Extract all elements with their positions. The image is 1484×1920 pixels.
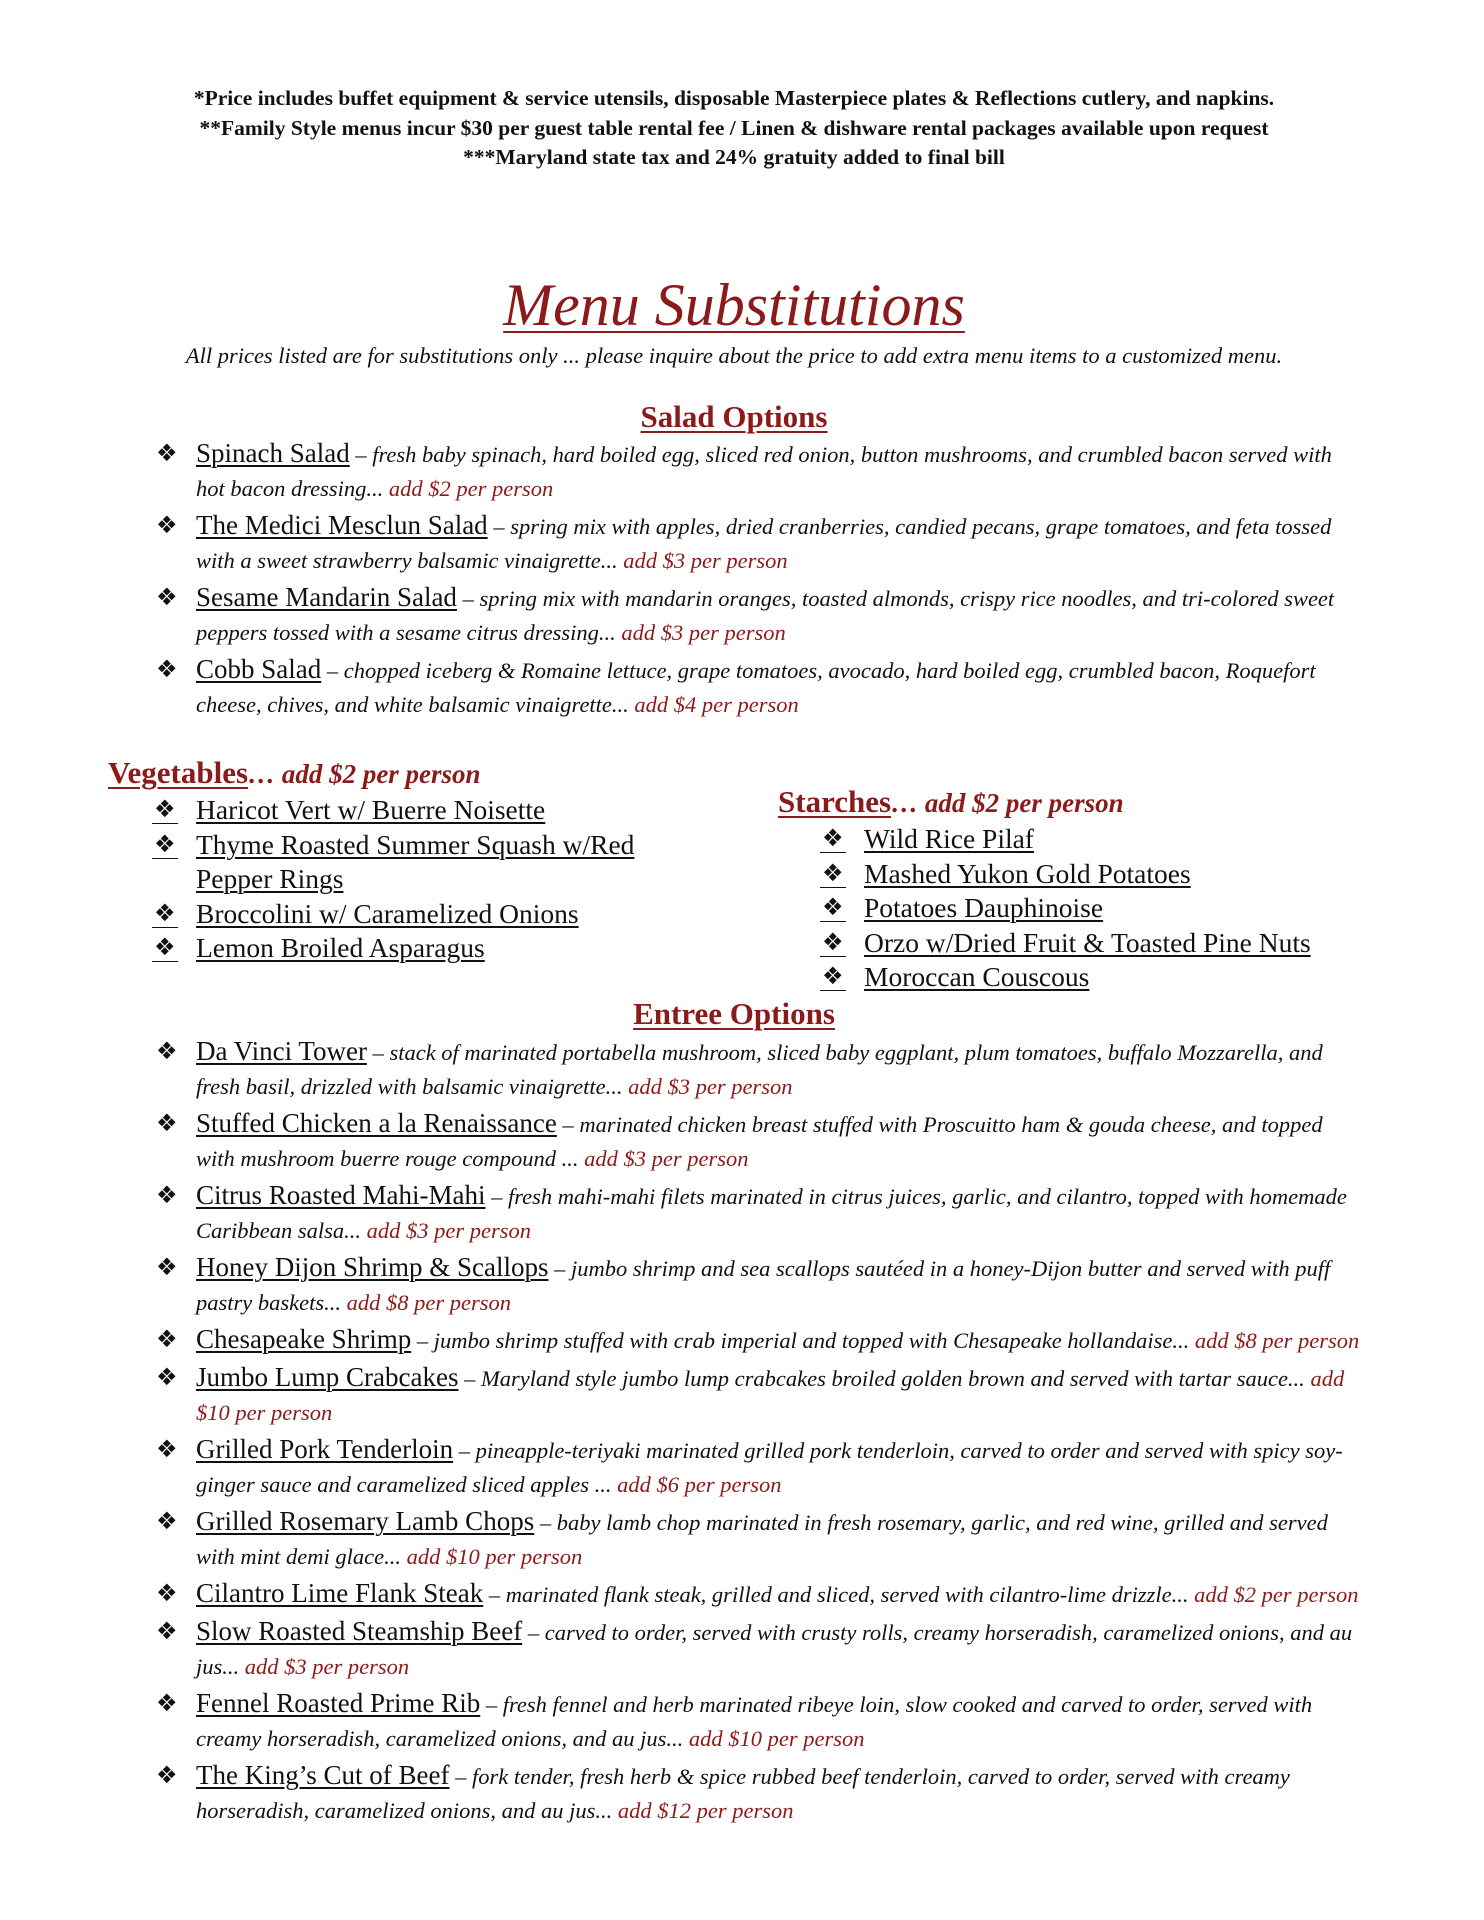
menu-item-text	[196, 437, 1362, 507]
menu-item	[152, 1323, 1362, 1359]
menu-item-name: Citrus Roasted Mahi-Mahi	[196, 1180, 486, 1210]
price-notes	[0, 84, 1468, 173]
menu-item-text	[196, 1433, 1362, 1503]
menu-item-description: – marinated flank steak, grilled and sliced, served with cilantro-lime drizzle...	[483, 1582, 1189, 1607]
four-diamond-bullet-icon: ❖	[156, 583, 178, 611]
four-diamond-bullet-icon: ❖	[822, 962, 844, 990]
menu-item-description: – fork tender, fresh herb & spice rubbed beef tenderloin, carved to order, served with creamy horseradish, caramelized onions, and au jus...	[196, 1764, 1290, 1823]
vegetables-price: … add $2 per person	[248, 759, 481, 789]
menu-item-price: add $8 per person	[1189, 1328, 1360, 1353]
entree-section-title: Entree Options	[633, 996, 835, 1031]
side-item	[152, 897, 692, 932]
salad-section-title: Salad Options	[640, 399, 828, 434]
menu-item-price: add $6 per person	[611, 1472, 782, 1497]
menu-item-name: Chesapeake Shrimp	[196, 1324, 412, 1354]
side-item	[152, 828, 692, 897]
menu-item	[152, 1577, 1362, 1613]
side-item-name: Haricot Vert w/ Buerre Noisette	[196, 794, 546, 825]
menu-item-description: – chopped iceberg & Romaine lettuce, grape tomatoes, avocado, hard boiled egg, crumbled bacon, Roquefort cheese, chives, and white balsamic vinaigrette...	[196, 658, 1316, 717]
side-item-name: Moroccan Couscous	[864, 961, 1090, 992]
menu-item-price: add $2 per person	[383, 476, 554, 501]
four-diamond-bullet-icon: ❖	[156, 439, 178, 467]
four-diamond-bullet-icon: ❖	[156, 1109, 178, 1137]
four-diamond-bullet-icon: ❖	[156, 1689, 178, 1717]
menu-item-name: Honey Dijon Shrimp & Scallops	[196, 1252, 549, 1282]
menu-item-text	[196, 1251, 1362, 1321]
page-subtitle: All prices listed are for substitutions only ... please inquire about the price to add extra menu items to a customized menu.	[185, 343, 1283, 368]
four-diamond-bullet-icon: ❖	[154, 795, 176, 823]
menu-item-description: – stack of marinated portabella mushroom, sliced baby eggplant, plum tomatoes, buffalo Mozzarella, and fresh basil, drizzled with balsamic vinaigrette...	[196, 1040, 1323, 1099]
menu-item-name: Grilled Pork Tenderloin	[196, 1434, 454, 1464]
menu-item-name: The Medici Mesclun Salad	[196, 510, 488, 540]
menu-item-text	[196, 581, 1362, 651]
menu-item-price: add $12 per person	[612, 1798, 794, 1823]
menu-item-description: – Maryland style jumbo lump crabcakes broiled golden brown and served with tartar sauce...	[458, 1366, 1305, 1391]
side-item-name: Wild Rice Pilaf	[864, 823, 1034, 854]
menu-item	[152, 1687, 1362, 1757]
menu-item-description: – jumbo shrimp stuffed with crab imperial and topped with Chesapeake hollandaise...	[411, 1328, 1190, 1353]
menu-item-text	[196, 1361, 1362, 1431]
salad-list	[152, 437, 1362, 725]
menu-item-description: – marinated chicken breast stuffed with Proscuitto ham & gouda cheese, and topped with mushroom buerre rouge compound ...	[196, 1112, 1323, 1171]
four-diamond-bullet-icon: ❖	[822, 824, 844, 852]
menu-item-price: add $4 per person	[628, 692, 799, 717]
four-diamond-bullet-icon: ❖	[156, 1037, 178, 1065]
side-item	[820, 822, 1380, 857]
menu-item-name: Spinach Salad	[196, 438, 350, 468]
four-diamond-bullet-icon: ❖	[822, 858, 844, 887]
menu-item	[152, 1179, 1362, 1249]
menu-item-name: Jumbo Lump Crabcakes	[196, 1362, 459, 1392]
menu-item-price: add $3 per person	[622, 1074, 793, 1099]
side-item	[820, 926, 1380, 961]
side-item	[820, 891, 1380, 926]
menu-item	[152, 1433, 1362, 1503]
note-line: *Price includes buffet equipment & service utensils, disposable Masterpiece plates & Reflections cutlery, and napkins.	[193, 86, 1275, 110]
four-diamond-bullet-icon: ❖	[156, 655, 178, 683]
side-item-name: Thyme Roasted Summer Squash w/Red Pepper Rings	[196, 828, 635, 894]
menu-item-name: Slow Roasted Steamship Beef	[196, 1616, 523, 1646]
side-item	[152, 931, 692, 966]
menu-item-text	[196, 1577, 1362, 1613]
menu-item-name: Da Vinci Tower	[196, 1036, 367, 1066]
menu-item-text	[196, 1759, 1362, 1829]
four-diamond-bullet-icon: ❖	[156, 1579, 178, 1607]
menu-item	[152, 437, 1362, 507]
menu-item-description: – fresh fennel and herb marinated ribeye loin, slow cooked and carved to order, served with creamy horseradish, caramelized onions, and au jus...	[196, 1692, 1313, 1751]
menu-item	[152, 1361, 1362, 1431]
side-item-name: Mashed Yukon Gold Potatoes	[864, 857, 1191, 889]
menu-item-price: add $3 per person	[578, 1146, 749, 1171]
menu-item-description: – baby lamb chop marinated in fresh rosemary, garlic, and red wine, grilled and served with mint demi glace...	[196, 1510, 1328, 1569]
menu-item-name: Grilled Rosemary Lamb Chops	[196, 1506, 535, 1536]
four-diamond-bullet-icon: ❖	[156, 1325, 178, 1353]
four-diamond-bullet-icon: ❖	[156, 511, 178, 539]
menu-item	[152, 653, 1362, 723]
menu-item-price: add $10 per person	[196, 1366, 1345, 1425]
menu-item	[152, 581, 1362, 651]
menu-item	[152, 1251, 1362, 1321]
menu-item-price: add $3 per person	[361, 1218, 532, 1243]
entree-list	[152, 1035, 1362, 1831]
four-diamond-bullet-icon: ❖	[156, 1761, 178, 1789]
menu-item	[152, 1035, 1362, 1105]
side-item	[152, 793, 692, 828]
menu-item-text	[196, 1179, 1362, 1249]
menu-item-name: The King’s Cut of Beef	[196, 1760, 450, 1790]
menu-item-name: Cobb Salad	[196, 654, 322, 684]
note-line: ***Maryland state tax and 24% gratuity added to final bill	[463, 145, 1005, 169]
menu-item-text	[196, 653, 1362, 723]
menu-item	[152, 509, 1362, 579]
side-item-name: Lemon Broiled Asparagus	[196, 932, 485, 963]
four-diamond-bullet-icon: ❖	[156, 1363, 178, 1391]
menu-item-price: add $3 per person	[239, 1654, 410, 1679]
menu-item	[152, 1759, 1362, 1829]
four-diamond-bullet-icon: ❖	[156, 1507, 178, 1535]
four-diamond-bullet-icon: ❖	[156, 1181, 178, 1209]
menu-item-name: Stuffed Chicken a la Renaissance	[196, 1108, 557, 1138]
menu-item-text	[196, 1035, 1362, 1105]
four-diamond-bullet-icon: ❖	[154, 829, 176, 858]
menu-item-text	[196, 509, 1362, 579]
menu-item-text	[196, 1505, 1362, 1575]
side-item	[820, 857, 1380, 892]
menu-item-text	[196, 1107, 1362, 1177]
menu-item-description: – spring mix with apples, dried cranberries, candied pecans, grape tomatoes, and feta tossed with a sweet strawberry balsamic vinaigrette...	[196, 514, 1332, 573]
four-diamond-bullet-icon: ❖	[154, 933, 176, 961]
vegetables-heading	[108, 754, 481, 793]
menu-item-name: Sesame Mandarin Salad	[196, 582, 457, 612]
four-diamond-bullet-icon: ❖	[154, 898, 176, 927]
menu-item-name: Fennel Roasted Prime Rib	[196, 1688, 481, 1718]
menu-item-price: add $10 per person	[400, 1544, 583, 1569]
four-diamond-bullet-icon: ❖	[156, 1253, 178, 1281]
menu-item-description: – pineapple-teriyaki marinated grilled pork tenderloin, carved to order and served with spicy soy-ginger sauce and caramelized sliced apples ...	[196, 1438, 1343, 1497]
starches-heading	[778, 783, 1124, 822]
page-title: Menu Substitutions	[503, 272, 965, 338]
side-item	[820, 960, 1380, 995]
menu-item-text	[196, 1687, 1362, 1757]
menu-item-text	[196, 1323, 1362, 1359]
starches-list	[820, 822, 1380, 995]
menu-item-description: – jumbo shrimp and sea scallops sautéed in a honey-Dijon butter and served with puff pastry baskets...	[196, 1256, 1331, 1315]
vegetables-title: Vegetables	[108, 755, 249, 790]
menu-item-price: add $8 per person	[341, 1290, 511, 1315]
side-item-name: Orzo w/Dried Fruit & Toasted Pine Nuts	[864, 926, 1311, 958]
four-diamond-bullet-icon: ❖	[156, 1617, 178, 1645]
menu-item-text	[196, 1615, 1362, 1685]
menu-item	[152, 1505, 1362, 1575]
menu-item-price: add $10 per person	[683, 1726, 865, 1751]
four-diamond-bullet-icon: ❖	[822, 927, 844, 956]
four-diamond-bullet-icon: ❖	[156, 1435, 178, 1463]
side-item-name: Potatoes Dauphinoise	[864, 892, 1104, 923]
menu-item-description: – fresh mahi-mahi filets marinated in citrus juices, garlic, and cilantro, topped with homemade Caribbean salsa...	[196, 1184, 1347, 1243]
side-item-name: Broccolini w/ Caramelized Onions	[196, 897, 579, 929]
starches-title: Starches	[778, 784, 892, 819]
menu-item-price: add $3 per person	[615, 620, 786, 645]
menu-item-description: – carved to order, served with crusty rolls, creamy horseradish, caramelized onions, and au jus...	[196, 1620, 1353, 1679]
menu-item-name: Cilantro Lime Flank Steak	[196, 1578, 484, 1608]
four-diamond-bullet-icon: ❖	[822, 893, 844, 921]
menu-item-price: add $3 per person	[617, 548, 788, 573]
menu-item-description: – fresh baby spinach, hard boiled egg, sliced red onion, button mushrooms, and crumbled bacon served with hot bacon dressing...	[196, 442, 1332, 501]
menu-item-price: add $2 per person	[1188, 1582, 1359, 1607]
menu-item	[152, 1615, 1362, 1685]
menu-item	[152, 1107, 1362, 1177]
menu-item-description: – spring mix with mandarin oranges, toasted almonds, crispy rice noodles, and tri-colored sweet peppers tossed with a sesame citrus dressing...	[196, 586, 1335, 645]
note-line: **Family Style menus incur $30 per guest table rental fee / Linen & dishware rental packages available upon request	[199, 115, 1269, 140]
vegetables-list	[152, 793, 692, 966]
starches-price: … add $2 per person	[891, 788, 1124, 818]
